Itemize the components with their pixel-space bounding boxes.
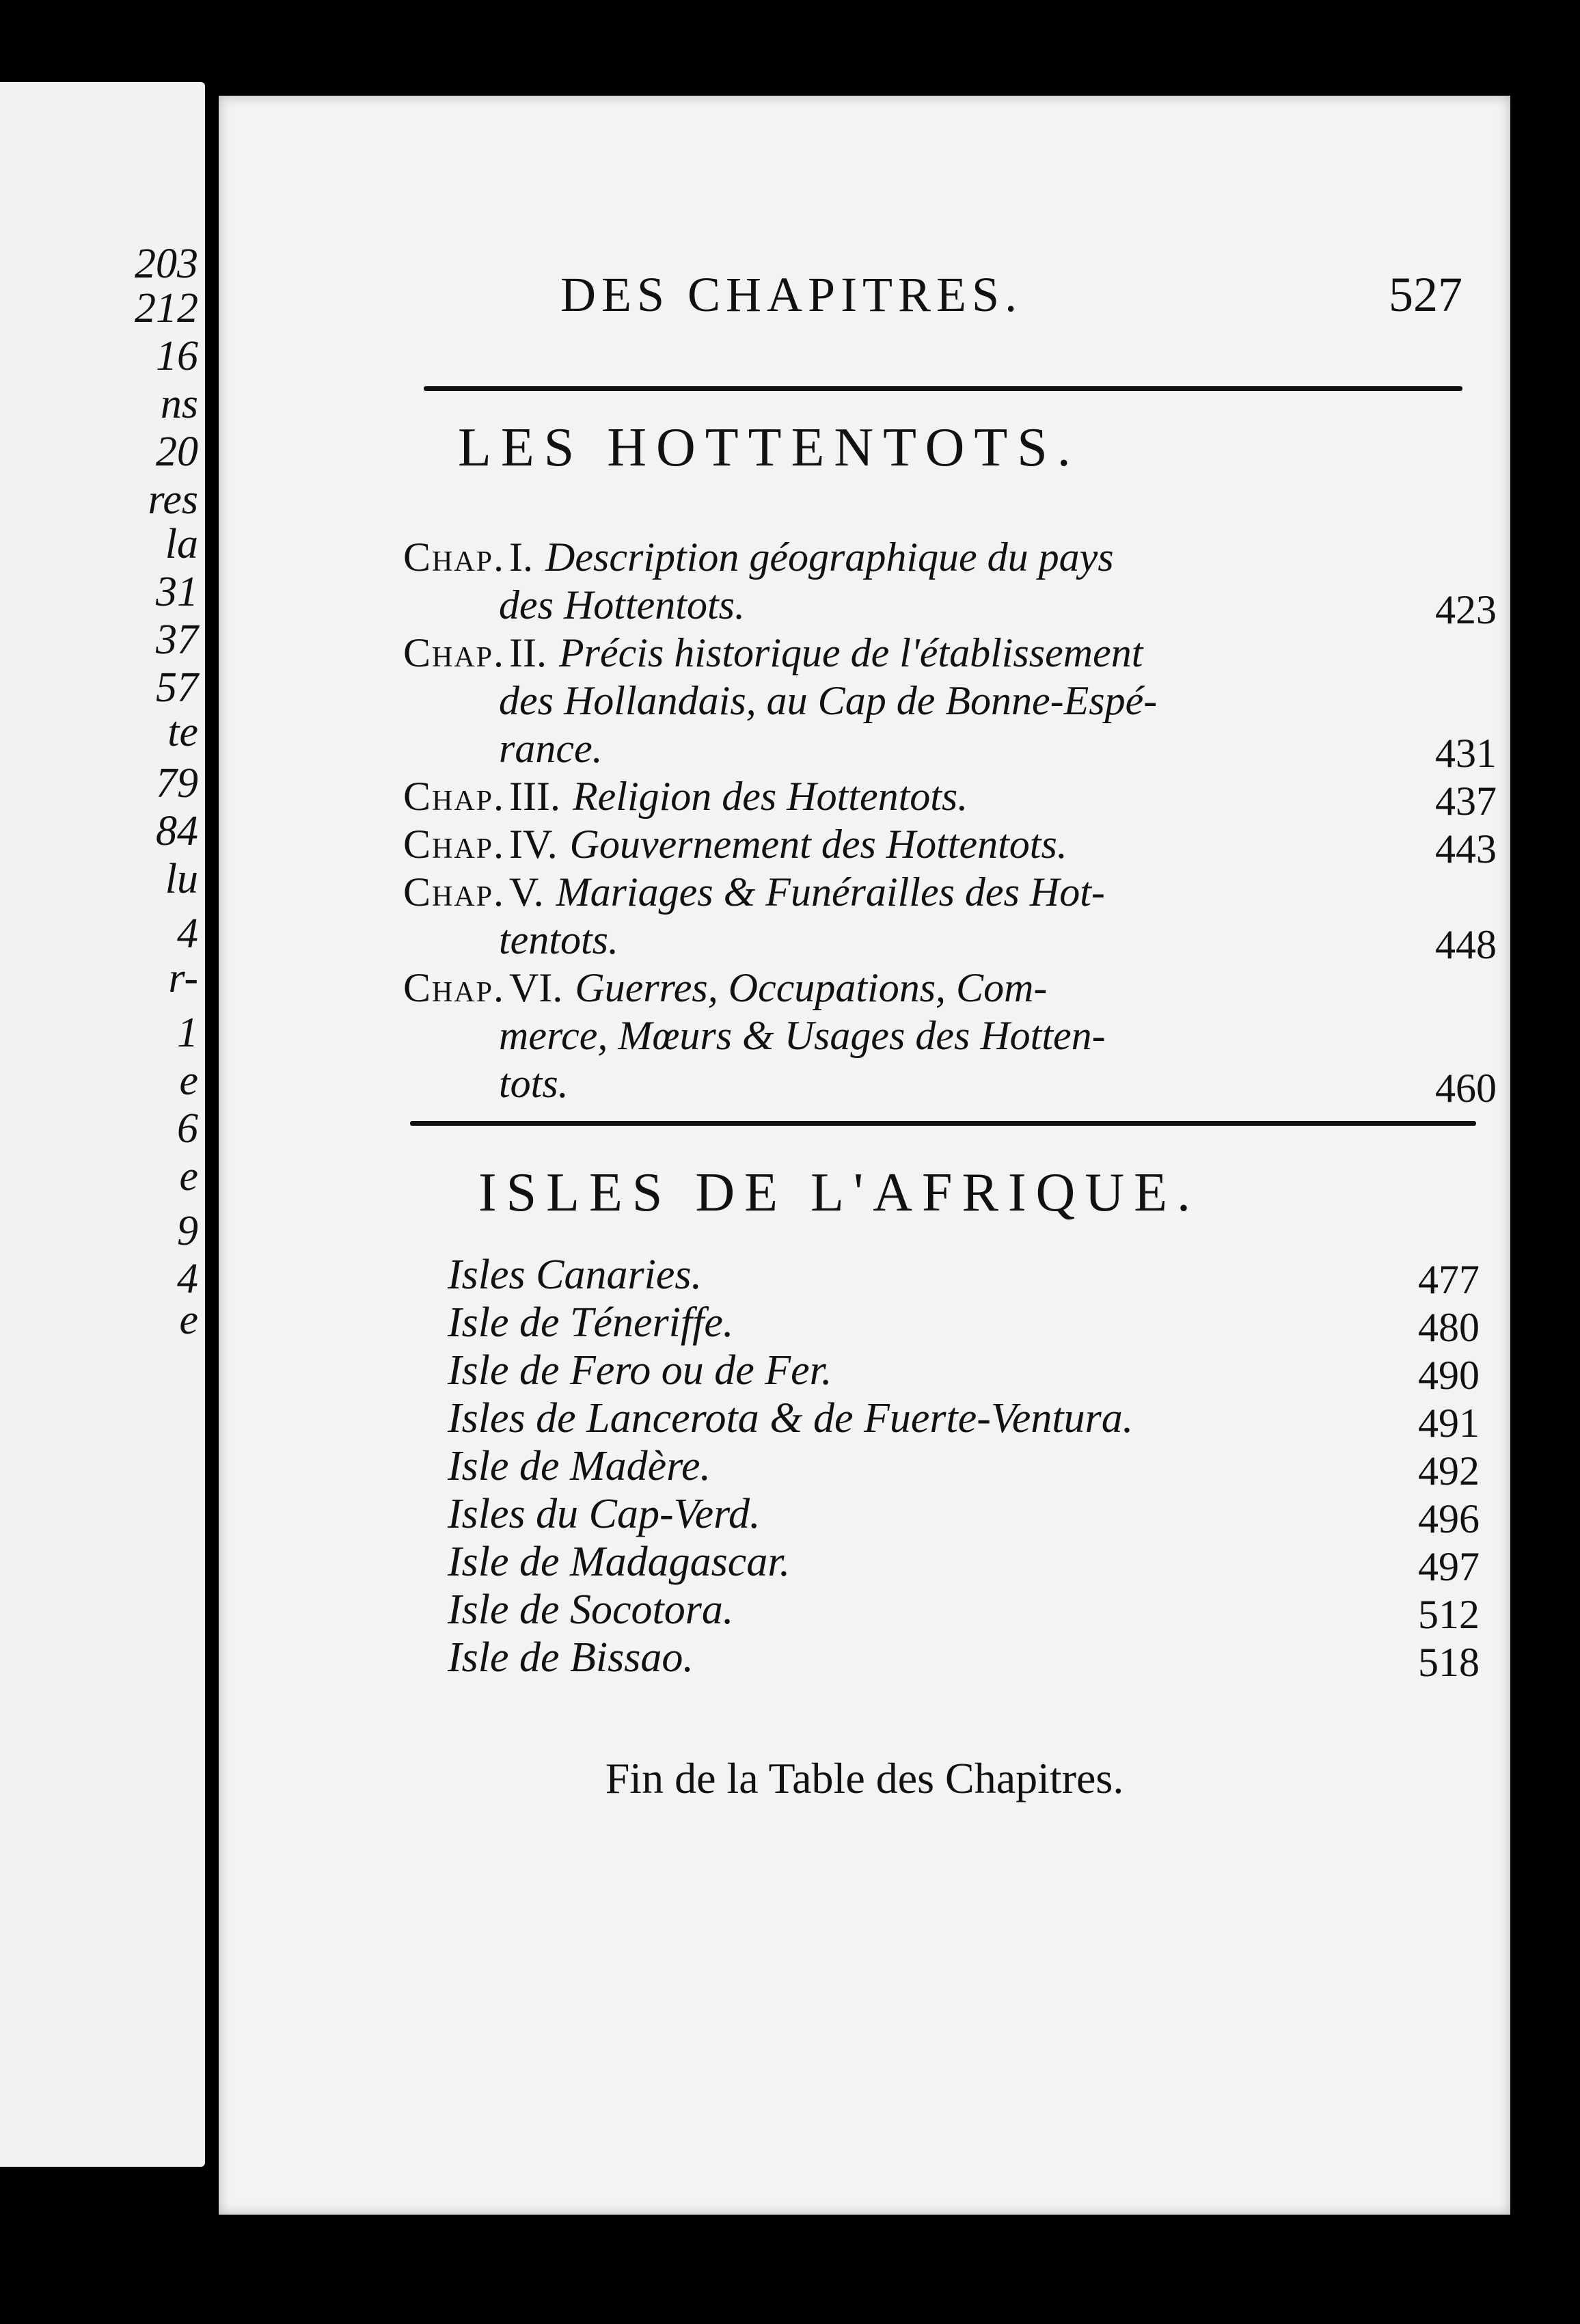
chapter-page-number: 431 bbox=[1435, 731, 1497, 776]
isle-page-number: 518 bbox=[1418, 1640, 1480, 1685]
chapter-title: Gouvernement des Hottentots. bbox=[569, 822, 1067, 867]
chapter-number: VI. bbox=[509, 965, 563, 1010]
chapter-page-number: 443 bbox=[1435, 826, 1497, 871]
left-page-fragment: 4 bbox=[177, 910, 198, 957]
isle-list bbox=[448, 1251, 1480, 1798]
chapter-label: Chap. bbox=[403, 535, 506, 580]
isle-entry: Isles Canaries. bbox=[448, 1252, 702, 1298]
chapter-entry bbox=[403, 868, 1271, 916]
chapter-title: Guerres, Occupations, Com- bbox=[575, 965, 1048, 1010]
chapter-number: IV. bbox=[509, 822, 558, 867]
left-page-fragment: 37 bbox=[156, 617, 198, 663]
chapter-title: Précis historique de l'établissement bbox=[559, 630, 1143, 675]
chapter-title: Description géographique du pays bbox=[545, 535, 1114, 580]
left-page-fragment: ns bbox=[160, 381, 198, 427]
chapter-title-continuation: rance. bbox=[499, 726, 603, 771]
ornamental-rule bbox=[424, 386, 1462, 391]
left-page-fragment: 79 bbox=[156, 760, 198, 807]
isle-page-number: 491 bbox=[1418, 1401, 1480, 1446]
chapter-label: Chap. bbox=[403, 869, 506, 915]
isle-entry: Isle de Madère. bbox=[448, 1443, 711, 1489]
isle-entry: Isle de Madagascar. bbox=[448, 1539, 791, 1585]
left-page-fragment: 16 bbox=[156, 333, 198, 379]
chapter-entry bbox=[403, 772, 1271, 820]
running-title: DES CHAPITRES. bbox=[560, 267, 1023, 322]
left-page-fragment: 4 bbox=[177, 1256, 198, 1302]
chapter-number: I. bbox=[509, 535, 534, 580]
left-page-fragment: r- bbox=[168, 955, 198, 1001]
left-page-fragment: 1 bbox=[177, 1010, 198, 1056]
left-page-fragment: la bbox=[165, 521, 198, 567]
isle-page-number: 480 bbox=[1418, 1305, 1480, 1350]
isle-entry: Isles du Cap-Verd. bbox=[448, 1491, 761, 1537]
left-page-fragment: e bbox=[179, 1153, 198, 1200]
isle-page-number: 492 bbox=[1418, 1448, 1480, 1494]
left-page-fragment: te bbox=[167, 709, 198, 755]
left-page-fragment: 203 bbox=[135, 241, 198, 287]
section-title-isles: ISLES DE L'AFRIQUE. bbox=[478, 1163, 1200, 1223]
isle-page-number: 490 bbox=[1418, 1353, 1480, 1398]
left-page-fragment: 31 bbox=[156, 569, 198, 615]
left-page-fragment: 212 bbox=[135, 285, 198, 332]
isle-entry: Isles de Lancerota & de Fuerte-Ventura. bbox=[448, 1395, 1134, 1442]
chapter-title-continuation: des Hollandais, au Cap de Bonne-Espé- bbox=[499, 678, 1158, 723]
chapter-entry bbox=[403, 964, 1271, 1012]
chapter-label: Chap. bbox=[403, 774, 506, 819]
ornamental-rule bbox=[410, 1121, 1476, 1126]
chapter-entry bbox=[403, 629, 1271, 677]
chapter-list bbox=[403, 533, 1497, 1148]
left-page-fragment: e bbox=[179, 1297, 198, 1343]
end-of-table-text: Fin de la Table des Chapitres. bbox=[605, 1754, 1124, 1802]
chapter-number: II. bbox=[509, 630, 547, 675]
left-page-fragment: 20 bbox=[156, 429, 198, 475]
chapter-label: Chap. bbox=[403, 965, 506, 1010]
chapter-label: Chap. bbox=[403, 822, 506, 867]
book-page bbox=[219, 96, 1510, 2215]
isle-page-number: 512 bbox=[1418, 1592, 1480, 1637]
isle-entry: Isle de Téneriffe. bbox=[448, 1299, 734, 1346]
isle-entry: Isle de Bissao. bbox=[448, 1634, 694, 1681]
left-page-fragment: 9 bbox=[177, 1208, 198, 1254]
chapter-title-continuation: tots. bbox=[499, 1061, 569, 1106]
page-header bbox=[560, 267, 1462, 349]
chapter-title: Religion des Hottentots. bbox=[573, 774, 968, 819]
isle-entry: Isle de Socotora. bbox=[448, 1586, 734, 1633]
chapter-page-number: 448 bbox=[1435, 922, 1497, 967]
chapter-title-continuation: merce, Mœurs & Usages des Hotten- bbox=[499, 1013, 1106, 1058]
chapter-title-continuation: des Hottentots. bbox=[499, 582, 745, 627]
isle-entry: Isle de Fero ou de Fer. bbox=[448, 1347, 832, 1394]
chapter-entry bbox=[403, 533, 1271, 581]
chapter-page-number: 437 bbox=[1435, 779, 1497, 824]
left-page-fragment: e bbox=[179, 1057, 198, 1104]
chapter-title-continuation: tentots. bbox=[499, 917, 618, 962]
chapter-number: III. bbox=[509, 774, 560, 819]
left-page-fragment: 57 bbox=[156, 664, 198, 711]
page-number: 527 bbox=[1389, 267, 1462, 322]
isle-page-number: 496 bbox=[1418, 1496, 1480, 1541]
left-page-fragment: 6 bbox=[177, 1105, 198, 1152]
left-page-fragment: 84 bbox=[156, 808, 198, 854]
section-title-hottentots: LES HOTTENTOTS. bbox=[458, 418, 1080, 478]
chapter-page-number: 460 bbox=[1435, 1066, 1497, 1111]
left-page-fragment: res bbox=[148, 476, 198, 523]
previous-page-edge bbox=[0, 82, 205, 2167]
chapter-title: Mariages & Funérailles des Hot- bbox=[556, 869, 1105, 915]
chapter-page-number: 423 bbox=[1435, 587, 1497, 632]
chapter-number: V. bbox=[509, 869, 544, 915]
chapter-entry bbox=[403, 820, 1271, 868]
left-page-fragment: lu bbox=[165, 856, 198, 902]
isle-page-number: 477 bbox=[1418, 1257, 1480, 1302]
isle-page-number: 497 bbox=[1418, 1544, 1480, 1589]
chapter-label: Chap. bbox=[403, 630, 506, 675]
